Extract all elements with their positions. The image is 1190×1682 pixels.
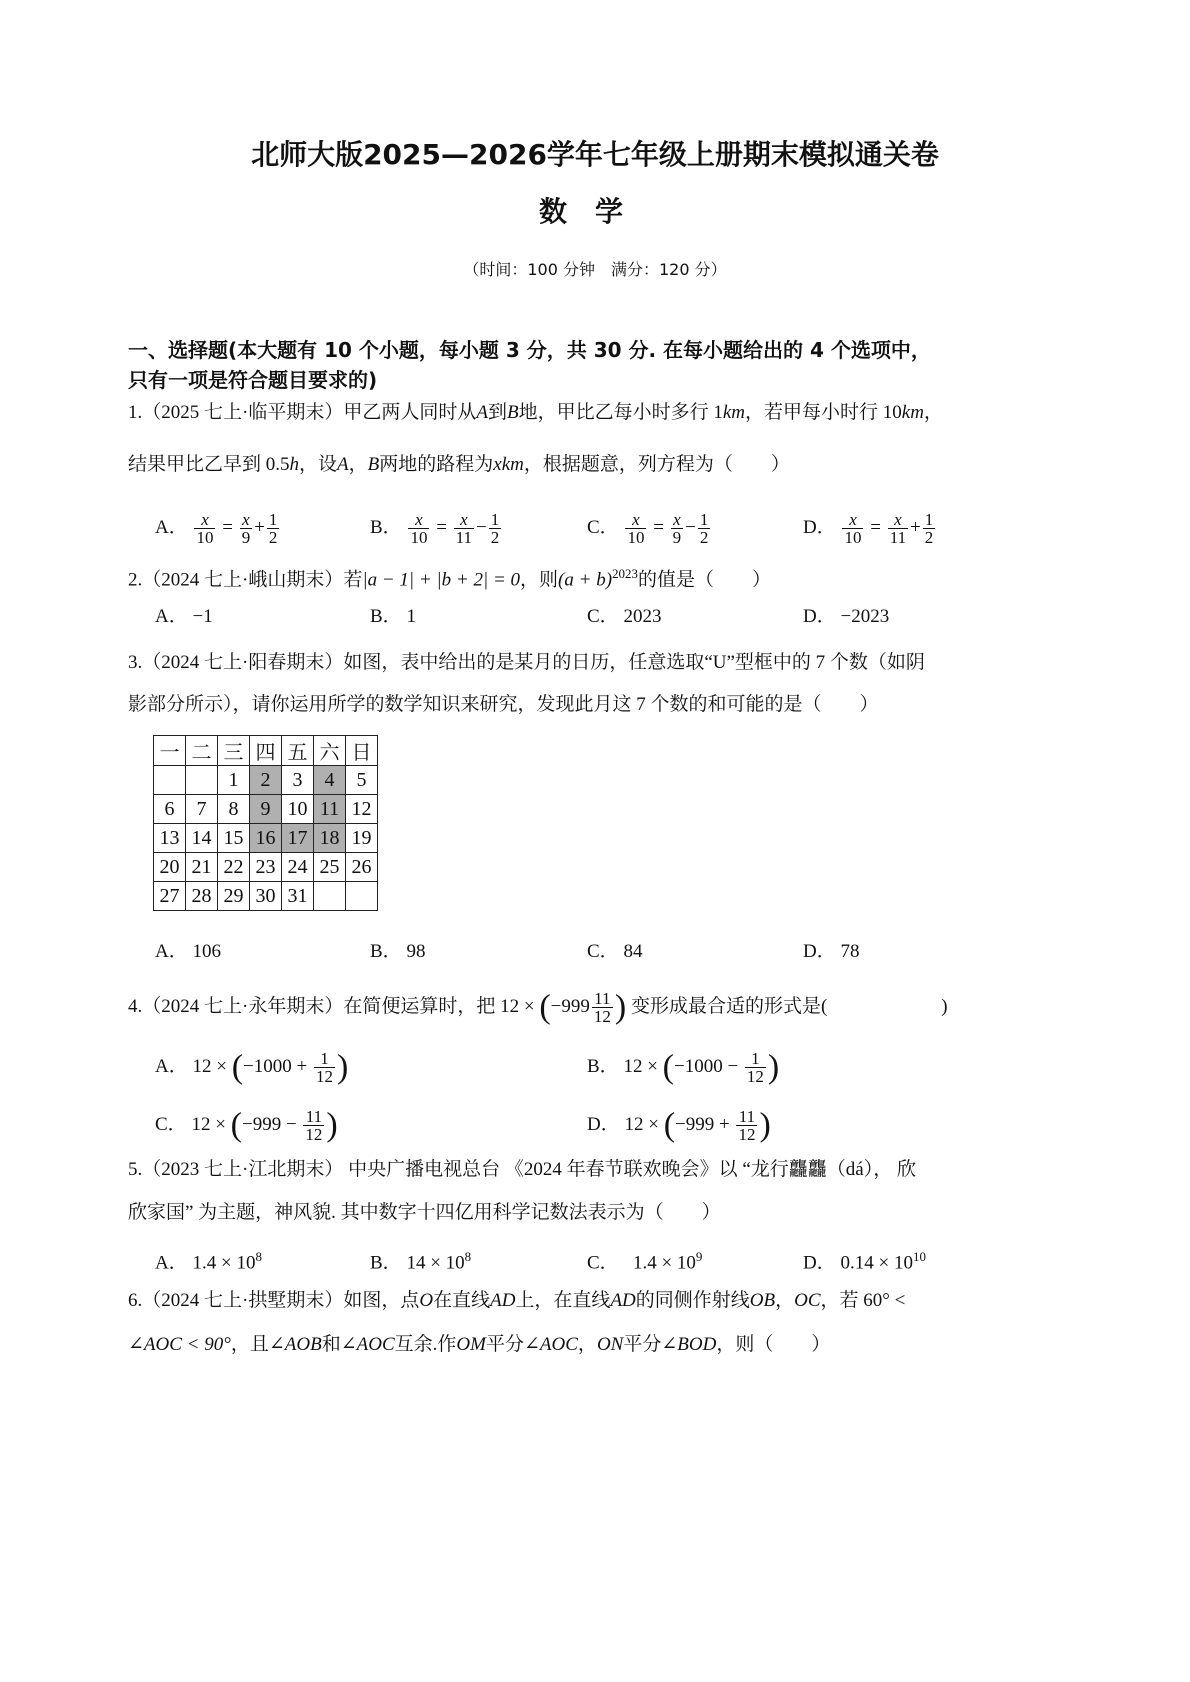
fraction xyxy=(303,1108,324,1143)
exponent: 8 xyxy=(255,1249,262,1264)
math: A xyxy=(476,402,488,423)
option-text: 106 xyxy=(192,941,221,962)
q4-option-a[interactable] xyxy=(155,1050,348,1085)
exponent: 10 xyxy=(912,1249,926,1264)
calendar-cell xyxy=(314,882,346,911)
calendar-row xyxy=(154,795,378,824)
calendar-cell: 23 xyxy=(250,853,282,882)
question-5-line2: 欣家国” 为主题，神风貌. 其中数字十四亿用科学记数法表示为（ ） xyxy=(128,1202,721,1223)
q-num: 6. xyxy=(128,1290,143,1311)
denominator: 2 xyxy=(699,528,709,547)
calendar-header-cell: 五 xyxy=(282,736,314,766)
denominator: 12 xyxy=(305,1125,323,1144)
math: −1000 + xyxy=(243,1055,312,1077)
option-label: C． xyxy=(587,1252,619,1274)
q2-option-d[interactable] xyxy=(803,605,889,629)
text: 和 xyxy=(321,1334,341,1355)
operator: + xyxy=(910,516,921,538)
q5-option-a[interactable] xyxy=(155,1245,262,1275)
option-text: 1 xyxy=(406,606,416,627)
time-info: （时间：100 分钟 满分：120 分） xyxy=(463,260,727,279)
q3-option-c[interactable] xyxy=(587,940,642,964)
option-label: A． xyxy=(155,941,188,962)
fraction xyxy=(923,511,936,546)
option-text: 2023 xyxy=(623,606,662,627)
calendar-row xyxy=(154,766,378,795)
denominator: 12 xyxy=(315,1067,333,1086)
numerator: 1 xyxy=(490,510,500,529)
option-label: D． xyxy=(803,941,836,962)
denominator: 10 xyxy=(844,528,862,547)
option-text: −2023 xyxy=(840,606,890,627)
denominator: 12 xyxy=(593,1007,611,1026)
calendar-cell: 20 xyxy=(154,853,186,882)
numerator: x xyxy=(408,511,429,529)
calendar-cell: 7 xyxy=(186,795,218,824)
q5-option-b[interactable] xyxy=(370,1245,471,1275)
page-title: 北师大版2025—2026学年七年级上册期末模拟通关卷 xyxy=(251,138,939,171)
option-label: A． xyxy=(155,1252,188,1274)
text: 互余.作 xyxy=(394,1334,457,1355)
calendar-header-cell: 二 xyxy=(186,736,218,766)
paren: ) xyxy=(759,1106,771,1144)
q-source: （2024 七上·峨山期末） xyxy=(142,569,344,591)
calendar-cell: 14 xyxy=(186,824,218,853)
calendar-cell xyxy=(154,766,186,795)
option-label: B． xyxy=(370,1252,402,1274)
text: 平分 xyxy=(485,1334,524,1355)
option-text: 84 xyxy=(623,941,643,962)
option-label: C． xyxy=(587,516,619,538)
denominator: 9 xyxy=(241,528,251,547)
fraction xyxy=(489,511,502,546)
option-label: D． xyxy=(803,606,836,627)
numerator: x xyxy=(625,511,646,529)
calendar-cell: 25 xyxy=(314,853,346,882)
calendar-cell: 30 xyxy=(250,882,282,911)
q1-option-c[interactable]: C． $\frac{x}{10}$ = $\frac{x}{9}$ − $\frac{1}{2}$ xyxy=(587,510,709,547)
math: h xyxy=(289,454,300,475)
option-text: 78 xyxy=(840,941,860,962)
paren: ) xyxy=(326,1106,338,1144)
math: ∠BOD xyxy=(661,1334,717,1355)
text: 地，甲比乙每小时多行 1 xyxy=(518,402,723,423)
calendar-header-cell: 三 xyxy=(218,736,250,766)
option-label: A． xyxy=(155,1055,188,1077)
denominator: 12 xyxy=(746,1067,764,1086)
denominator: 10 xyxy=(410,528,428,547)
calendar-cell: 12 xyxy=(346,795,378,824)
text: ，则 xyxy=(520,569,559,591)
text: ，若 60° < xyxy=(820,1290,906,1311)
math: 12 × xyxy=(500,995,540,1017)
q5-option-c[interactable] xyxy=(587,1245,702,1275)
fraction xyxy=(592,990,613,1025)
calendar-cell: 19 xyxy=(346,824,378,853)
math: ∠AOC xyxy=(340,1334,395,1355)
math: −999 xyxy=(550,995,590,1017)
q-source: （2024 七上·拱墅期末） xyxy=(142,1290,344,1311)
fraction xyxy=(454,511,474,546)
numerator: 1 xyxy=(699,510,709,529)
q-num: 5. xyxy=(128,1159,143,1180)
paren: ( xyxy=(231,1048,244,1086)
calendar-cell: 22 xyxy=(218,853,250,882)
numerator: x xyxy=(240,511,253,529)
math: OB xyxy=(749,1290,776,1311)
numerator: 1 xyxy=(314,1050,335,1068)
denominator: 12 xyxy=(738,1125,756,1144)
calendar-cell: 27 xyxy=(154,882,186,911)
math: OM xyxy=(456,1334,486,1355)
numerator: x xyxy=(454,511,474,529)
text: 在简便运算时，把 xyxy=(343,995,496,1017)
calendar-cell: 29 xyxy=(218,882,250,911)
text: 平分 xyxy=(623,1334,662,1355)
calendar-header-cell: 四 xyxy=(250,736,282,766)
q4-option-b[interactable] xyxy=(587,1050,779,1085)
calendar-cell: 9 xyxy=(250,795,282,824)
option-label: C． xyxy=(587,941,619,962)
option-text: −1 xyxy=(192,606,213,627)
question-4-stem xyxy=(128,990,948,1025)
math: −999 − xyxy=(241,1113,302,1135)
question-1-line1 xyxy=(128,401,943,425)
text: ，若甲每小时行 10 xyxy=(745,402,902,423)
exponent: 8 xyxy=(464,1249,472,1264)
math: OC xyxy=(794,1290,821,1311)
q-source: （2024 七上·永年期末） xyxy=(142,995,344,1017)
math: AD xyxy=(610,1290,636,1311)
q-num: 3. xyxy=(128,652,143,673)
numerator: x xyxy=(194,511,215,529)
section-heading-line1: 一、选择题(本大题有 10 个小题，每小题 3 分，共 30 分. 在每小题给出的 4 个选项中， xyxy=(128,338,931,362)
question-2-stem xyxy=(128,562,771,592)
math: −999 + xyxy=(675,1113,735,1135)
fraction xyxy=(842,511,863,546)
math: A xyxy=(337,454,349,475)
denominator: 10 xyxy=(627,528,645,547)
calendar-cell: 6 xyxy=(154,795,186,824)
option-label: D． xyxy=(803,1252,836,1274)
calendar-cell: 21 xyxy=(186,853,218,882)
text: 甲乙两人同时从 xyxy=(343,402,477,423)
denominator: 11 xyxy=(455,528,473,547)
fraction xyxy=(671,511,684,546)
calendar-cell: 3 xyxy=(282,766,314,795)
operator: − xyxy=(476,516,487,538)
math: 1.4 × 10 xyxy=(192,1252,256,1274)
paren: ( xyxy=(230,1106,242,1144)
calendar-cell: 5 xyxy=(346,766,378,795)
q-source: （2023 七上·江北期末） xyxy=(142,1159,344,1180)
calendar-cell: 11 xyxy=(314,795,346,824)
math: ∠AOC xyxy=(524,1334,578,1355)
q1-option-b[interactable]: B． $\frac{x}{10}$ = $\frac{x}{11}$ − $\frac{1}{2}$ xyxy=(370,510,500,547)
text: ，则（ ） xyxy=(716,1334,831,1355)
fraction xyxy=(408,511,429,546)
calendar-row xyxy=(154,824,378,853)
text: 结果甲比乙早到 0.5 xyxy=(128,454,290,475)
math: B xyxy=(506,402,519,423)
calendar-header-cell: 日 xyxy=(346,736,378,766)
q1-option-a[interactable]: A． $\frac{x}{10}$ = $\frac{x}{9}$ + $\frac{1}{2}$ xyxy=(155,510,278,547)
question-3-line2: 影部分所示），请你运用所学的数学知识来研究，发现此月这 7 个数的和可能的是（ ） xyxy=(128,694,879,715)
paren: ( xyxy=(539,988,551,1026)
denominator: 2 xyxy=(490,528,500,547)
text: 到 xyxy=(487,402,507,423)
calendar-cell: 13 xyxy=(154,824,186,853)
numerator: 1 xyxy=(924,510,934,529)
option-label: D． xyxy=(587,1113,620,1135)
paren: ) xyxy=(767,1048,780,1086)
math: (a + b) xyxy=(558,569,613,591)
calendar-header-cell: 一 xyxy=(154,736,186,766)
text: ，根据题意，列方程为（ ） xyxy=(523,454,790,475)
paren: ( xyxy=(663,1106,676,1144)
math: ON xyxy=(596,1334,624,1355)
calendar-cell: 1 xyxy=(218,766,250,795)
option-label: D． xyxy=(803,516,836,538)
fraction xyxy=(625,511,646,546)
math: 12 × xyxy=(191,1113,231,1135)
text: 若 xyxy=(343,569,363,591)
calendar-header-row xyxy=(154,736,378,766)
text: 变形成最合适的形式是( ) xyxy=(630,995,948,1017)
text: 上，在直线 xyxy=(515,1290,611,1311)
question-5-line1 xyxy=(128,1158,916,1182)
q2-option-a[interactable] xyxy=(155,605,213,629)
denominator: 11 xyxy=(889,528,907,547)
option-label: C． xyxy=(587,606,619,627)
q2-option-b[interactable] xyxy=(370,605,416,629)
text: 中央广播电视总台 《2024 年春节联欢晚会》以 “龙行龘龘（dá）， 欣 xyxy=(343,1159,916,1180)
calendar-row xyxy=(154,853,378,882)
math: O xyxy=(419,1290,434,1311)
math: 1.4 × 10 xyxy=(632,1252,696,1274)
text: ， xyxy=(775,1290,795,1311)
math: 12 × xyxy=(192,1055,232,1077)
q1-option-d[interactable]: D． $\frac{x}{10}$ = $\frac{x}{11}$ + $\frac{1}{2}$ xyxy=(803,510,934,547)
numerator: 1 xyxy=(268,510,278,529)
calendar-cell: 10 xyxy=(282,795,314,824)
numerator: x xyxy=(671,511,684,529)
calendar-cell: 31 xyxy=(282,882,314,911)
text: 两地的路程为 xyxy=(379,454,494,475)
paren: ) xyxy=(614,988,627,1026)
calendar-cell: 8 xyxy=(218,795,250,824)
q3-option-b[interactable] xyxy=(370,940,425,964)
section-heading-line2: 只有一项是符合题目要求的) xyxy=(128,368,378,392)
calendar-cell: 16 xyxy=(250,824,282,853)
math: xkm xyxy=(493,454,524,475)
option-label: B． xyxy=(370,606,402,627)
text: 如图，表中给出的是某月的日历，任意选取“U”型框中的 7 个数（如阴 xyxy=(343,652,925,673)
q3-option-a[interactable] xyxy=(155,940,221,964)
text: ， xyxy=(577,1334,597,1355)
option-label: B． xyxy=(370,941,402,962)
numerator: x xyxy=(888,511,908,529)
q3-option-d[interactable] xyxy=(803,940,859,964)
math: B xyxy=(367,454,380,475)
calendar-cell: 28 xyxy=(186,882,218,911)
calendar-cell: 17 xyxy=(282,824,314,853)
calendar-cell: 24 xyxy=(282,853,314,882)
numerator: 11 xyxy=(303,1108,324,1126)
fraction xyxy=(240,511,253,546)
numerator: 1 xyxy=(745,1050,766,1068)
numerator: 11 xyxy=(592,990,613,1008)
fraction xyxy=(736,1108,757,1143)
denominator: 2 xyxy=(268,528,278,547)
math: |a − 1| + |b + 2| = 0 xyxy=(362,569,521,591)
q-source: （2025 七上·临平期末） xyxy=(142,402,344,423)
calendar-cell: 15 xyxy=(218,824,250,853)
fraction xyxy=(194,511,215,546)
q-num: 1. xyxy=(128,402,143,423)
calendar-table xyxy=(153,735,378,911)
text: ，设 xyxy=(299,454,338,475)
q5-option-d[interactable] xyxy=(803,1245,926,1275)
calendar-cell xyxy=(186,766,218,795)
fraction xyxy=(745,1050,766,1085)
denominator: 9 xyxy=(672,528,682,547)
text: ， xyxy=(348,454,368,475)
denominator: 10 xyxy=(196,528,214,547)
calendar-cell: 2 xyxy=(250,766,282,795)
exponent: 2023 xyxy=(612,566,639,581)
exponent: 9 xyxy=(695,1249,703,1264)
text: 的值是（ ） xyxy=(638,569,772,591)
numerator: 11 xyxy=(736,1108,757,1126)
question-6-line2 xyxy=(128,1333,830,1357)
q4-option-d[interactable] xyxy=(587,1108,771,1143)
math: ∠AOC < 90° xyxy=(128,1334,231,1355)
fraction xyxy=(267,511,280,546)
math: −1000 − xyxy=(673,1055,743,1077)
denominator: 2 xyxy=(924,528,934,547)
calendar-header-cell: 六 xyxy=(314,736,346,766)
text: 如图，点 xyxy=(343,1290,420,1311)
q-num: 4. xyxy=(128,995,143,1017)
operator: − xyxy=(685,516,696,538)
option-label: A． xyxy=(155,606,188,627)
text: 的同侧作射线 xyxy=(635,1290,750,1311)
question-3-line1 xyxy=(128,651,925,675)
calendar-row xyxy=(154,882,378,911)
operator: + xyxy=(254,516,265,538)
option-text: 98 xyxy=(406,941,426,962)
text: 在直线 xyxy=(433,1290,491,1311)
calendar-cell: 4 xyxy=(314,766,346,795)
option-label: B． xyxy=(587,1055,619,1077)
fraction xyxy=(314,1050,335,1085)
math: 12 × xyxy=(624,1113,664,1135)
math: 14 × 10 xyxy=(406,1252,465,1274)
q2-option-c[interactable] xyxy=(587,605,661,629)
math: km xyxy=(722,402,745,423)
q-num: 2. xyxy=(128,569,143,591)
q-source: （2024 七上·阳春期末） xyxy=(142,652,344,673)
option-label: C． xyxy=(155,1113,187,1135)
math: 12 × xyxy=(623,1055,663,1077)
subject-title: 数学 xyxy=(538,195,651,228)
math: km xyxy=(901,402,924,423)
text: ，且 xyxy=(230,1334,269,1355)
fraction xyxy=(888,511,908,546)
paren: ) xyxy=(336,1048,349,1086)
calendar-cell: 26 xyxy=(346,853,378,882)
calendar-cell xyxy=(346,882,378,911)
option-label: B． xyxy=(370,516,402,538)
paren: ( xyxy=(662,1048,674,1086)
option-label: A． xyxy=(155,516,188,538)
text: ， xyxy=(923,402,943,423)
calendar-cell: 18 xyxy=(314,824,346,853)
math: 0.14 × 10 xyxy=(840,1252,913,1274)
math: AD xyxy=(490,1290,516,1311)
question-1-line2 xyxy=(128,453,790,477)
numerator: x xyxy=(842,511,863,529)
fraction xyxy=(698,511,711,546)
q4-option-c[interactable] xyxy=(155,1108,338,1143)
question-6-line1 xyxy=(128,1289,905,1313)
math: ∠AOB xyxy=(268,1334,322,1355)
